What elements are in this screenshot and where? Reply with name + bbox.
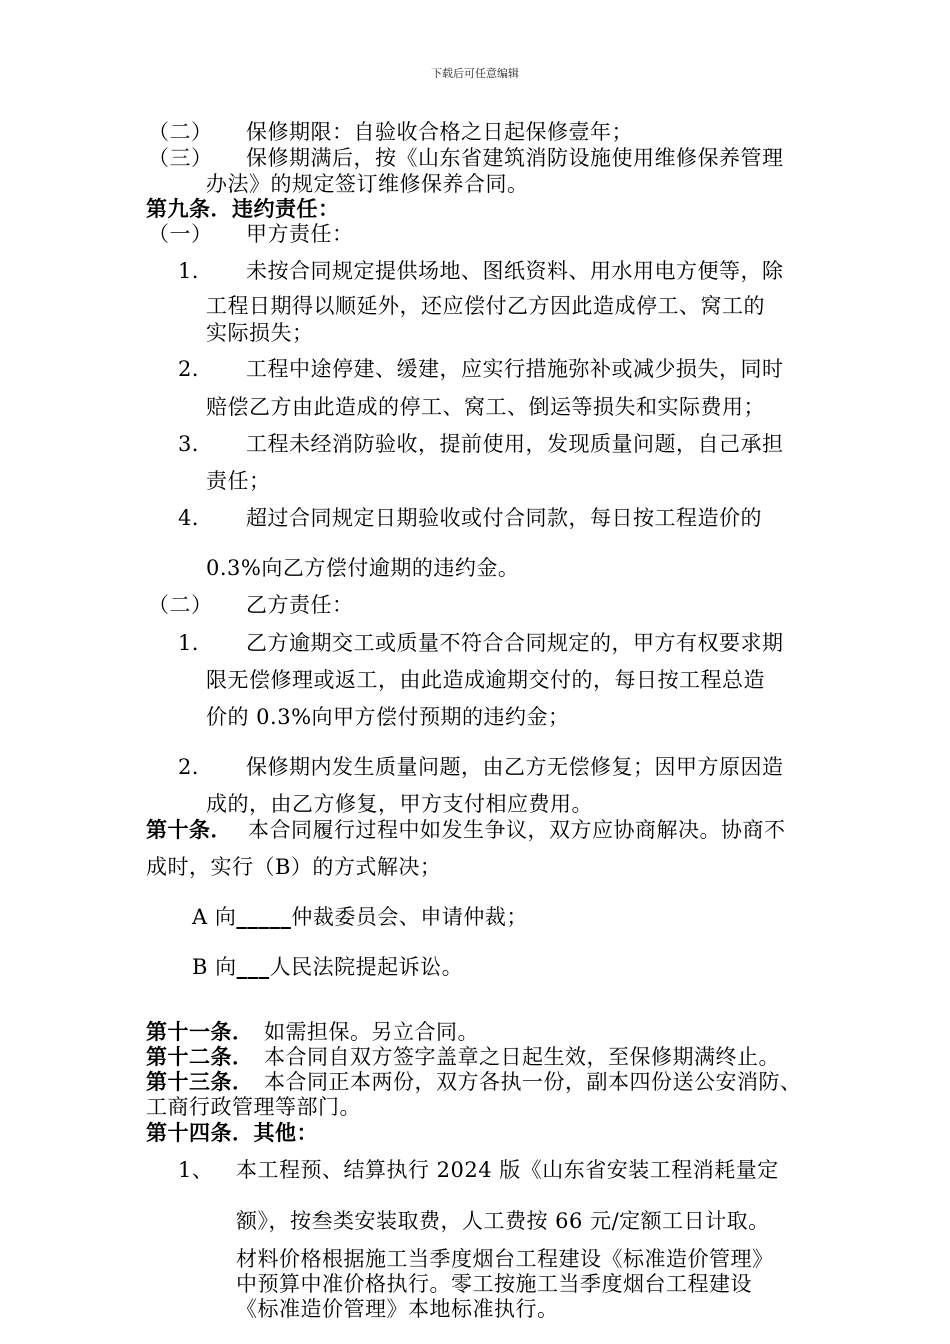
item-label: （三）	[148, 146, 213, 170]
option-b-prefix: B 向	[192, 955, 237, 979]
paragraph-line: 实际损失；	[206, 321, 314, 345]
paragraph-line: 工程未经消防验收，提前使用，发现质量问题，自己承担	[246, 432, 784, 456]
list-number: 1、	[178, 1158, 214, 1182]
article-heading: 第十条．	[146, 817, 232, 842]
paragraph-line: 工程中途停建、缓建，应实行措施弥补或减少损失，同时	[246, 357, 784, 381]
option-a-text: 仲裁委员会、申请仲裁；	[291, 905, 528, 929]
page-header: 下载后可任意编辑	[431, 67, 519, 80]
option-b-blank: ___	[236, 954, 270, 979]
article-heading: 第十一条．	[146, 1019, 254, 1044]
article-heading: 第九条．违约责任：	[146, 196, 340, 221]
paragraph-line: 责任；	[206, 469, 271, 493]
option-a-blank: _____	[236, 904, 292, 929]
paragraph-line: 限无偿修理或返工，由此造成逾期交付的，每日按工程总造	[206, 668, 765, 692]
paragraph-line: 工商行政管理等部门。	[146, 1095, 361, 1119]
paragraph-line: 本工程预、结算执行 2024 版《山东省安装工程消耗量定	[236, 1158, 779, 1182]
article-heading: 第十二条．	[146, 1044, 254, 1069]
option-b-text: 人民法院提起诉讼。	[269, 955, 464, 979]
paragraph-line: 乙方责任：	[246, 593, 354, 617]
paragraph-line: 保修期内发生质量问题，由乙方无偿修复；因甲方原因造	[246, 755, 784, 779]
paragraph-line: 乙方逾期交工或质量不符合合同规定的，甲方有权要求期	[246, 631, 784, 655]
paragraph-line: 工程日期得以顺延外，还应偿付乙方因此造成停工、窝工的	[206, 294, 765, 318]
item-label: （二）	[148, 120, 213, 144]
list-number: 4．	[178, 506, 214, 530]
paragraph-line: 超过合同规定日期验收或付合同款，每日按工程造价的	[246, 506, 762, 530]
paragraph-line: 本合同自双方签字盖章之日起生效，至保修期满终止。	[264, 1045, 780, 1069]
paragraph-line: 价的 0.3%向甲方偿付预期的违约金；	[206, 705, 570, 729]
paragraph-line: 额》，按叁类安装取费，人工费按 66 元/定额工日计取。	[236, 1209, 770, 1233]
item-label: （一）	[148, 222, 213, 246]
list-number: 3．	[178, 432, 214, 456]
paragraph-line: 成的，由乙方修复，甲方支付相应费用。	[206, 792, 593, 816]
paragraph-line: 0.3%向乙方偿付逾期的违约金。	[206, 556, 520, 580]
paragraph-line: 保修期限：自验收合格之日起保修壹年；	[246, 120, 633, 144]
paragraph-line: 办法》的规定签订维修保养合同。	[206, 172, 529, 196]
list-number: 2．	[178, 357, 214, 381]
paragraph-line: 未按合同规定提供场地、图纸资料、用水用电方便等，除	[246, 259, 784, 283]
list-number: 2．	[178, 755, 214, 779]
option-a-prefix: A 向	[192, 905, 237, 929]
option-a	[192, 904, 528, 930]
list-number: 1．	[178, 259, 214, 283]
article-heading: 第十四条．其他：	[146, 1120, 318, 1145]
article-heading: 第十三条．	[146, 1069, 254, 1094]
paragraph-line: 《标准造价管理》本地标准执行。	[236, 1297, 559, 1321]
item-label: （二）	[148, 593, 213, 617]
paragraph-line: 保修期满后，按《山东省建筑消防设施使用维修保养管理	[246, 146, 784, 170]
paragraph-line: 赔偿乙方由此造成的停工、窝工、倒运等损失和实际费用；	[206, 395, 765, 419]
paragraph-line: 材料价格根据施工当季度烟台工程建设《标准造价管理》	[236, 1247, 774, 1271]
paragraph-line: 本合同正本两份，双方各执一份，副本四份送公安消防、	[264, 1070, 802, 1094]
paragraph-line: 成时，实行（B）的方式解决；	[146, 855, 442, 879]
paragraph-line: 如需担保。另立合同。	[264, 1020, 479, 1044]
paragraph-line: 甲方责任：	[246, 222, 354, 246]
paragraph-line: 中预算中准价格执行。零工按施工当季度烟台工程建设	[236, 1272, 752, 1296]
option-b	[192, 954, 463, 980]
paragraph-line: 本合同履行过程中如发生争议，双方应协商解决。协商不	[248, 818, 786, 842]
list-number: 1．	[178, 631, 214, 655]
